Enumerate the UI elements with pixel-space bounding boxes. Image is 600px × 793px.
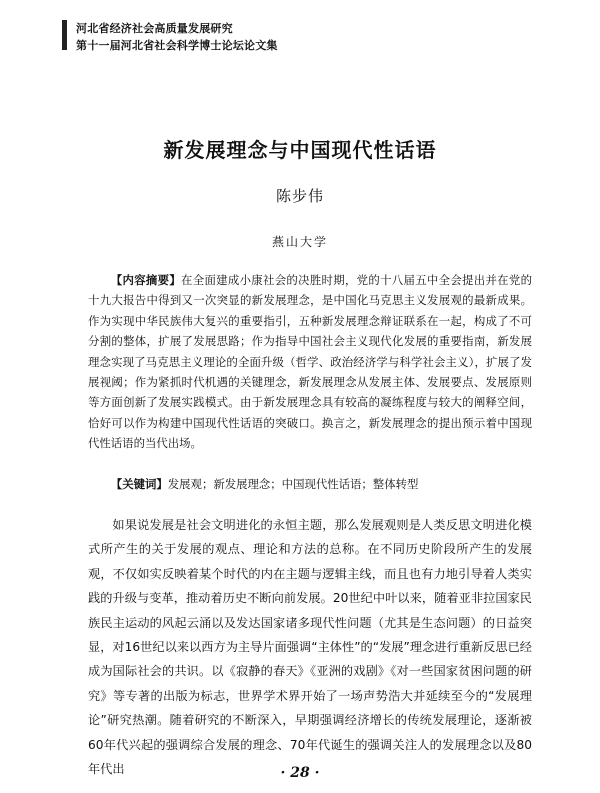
article-title: 新发展理念与中国现代性话语 <box>163 138 437 162</box>
body-paragraph: 如果说发展是社会文明进化的永恒主题，那么发展观则是人类反思文明进化模式所产生的关于发展的观点、理论和方法的总称。在不同历史阶段所产生的发展观，不仅如实反映着某个时代的内在主题与逻辑主线，而且也有力地引导着人类实践的升级与变革，推动着历史不断向前发展。20世纪中叶以来，随着亚非拉国家民族民主运动的风起云涌以及发达国家诸多现代性问题（尤其是生态问题）的日益突显，对16世纪以来以西方为主导片面强调“主体性”的“发展”理念进行重新反思已经成为国际社会的共识。以《寂静的春天》《亚洲的戏剧》《对一些国家贫困问题的研究》等专著的出版为标志，世界学术界开始了一场声势浩大并延续至今的“发展理论”研究热潮。随着研究的不断深入，早期强调经济增长的传统发展理论，逐渐被60年代兴起的强调综合发展的理念、70年代诞生的强调关注人的发展理念以及80年代出 <box>88 518 532 777</box>
running-header-proceedings: 第十一届河北省社会科学博士论坛论文集 <box>76 39 278 52</box>
keywords <box>88 474 532 494</box>
keywords-label: 【关键词】 <box>110 477 168 491</box>
author-name: 陈步伟 <box>275 187 324 205</box>
author-affiliation: 燕山大学 <box>271 235 328 249</box>
abstract <box>88 270 532 454</box>
running-header-series: 河北省经济社会高质量发展研究 <box>76 22 233 35</box>
keywords-text: 发展观；新发展理念；中国现代性话语；整体转型 <box>167 477 419 491</box>
header-accent-bar <box>62 20 67 50</box>
abstract-text: 在全面建成小康社会的决胜时期，党的十八届五中全会提出并在党的十九大报告中得到又一次突显的新发展理念，是中国化马克思主义发展观的最新成果。作为实现中华民族伟大复兴的重要指引，五种新发展理念辩证联系在一起，构成了不可分割的整体，扩展了发展思路；作为指导中国社会主义现代化发展的重要指南，新发展理念实现了马克思主义理论的全面升级（哲学、政治经济学与科学社会主义），扩展了发展视阈；作为紧抓时代机遇的关键理念，新发展理念从发展主体、发展要点、发展原则等方面创新了发展实践模式。由于新发展理念具有较高的凝练程度与较大的阐释空间，恰好可以作为构建中国现代性话语的突破口。换言之，新发展理念的提出预示着中国现代性话语的当代出场。 <box>88 273 532 451</box>
page-number: · 28 · <box>280 765 320 781</box>
abstract-label: 【内容摘要】 <box>110 273 182 287</box>
